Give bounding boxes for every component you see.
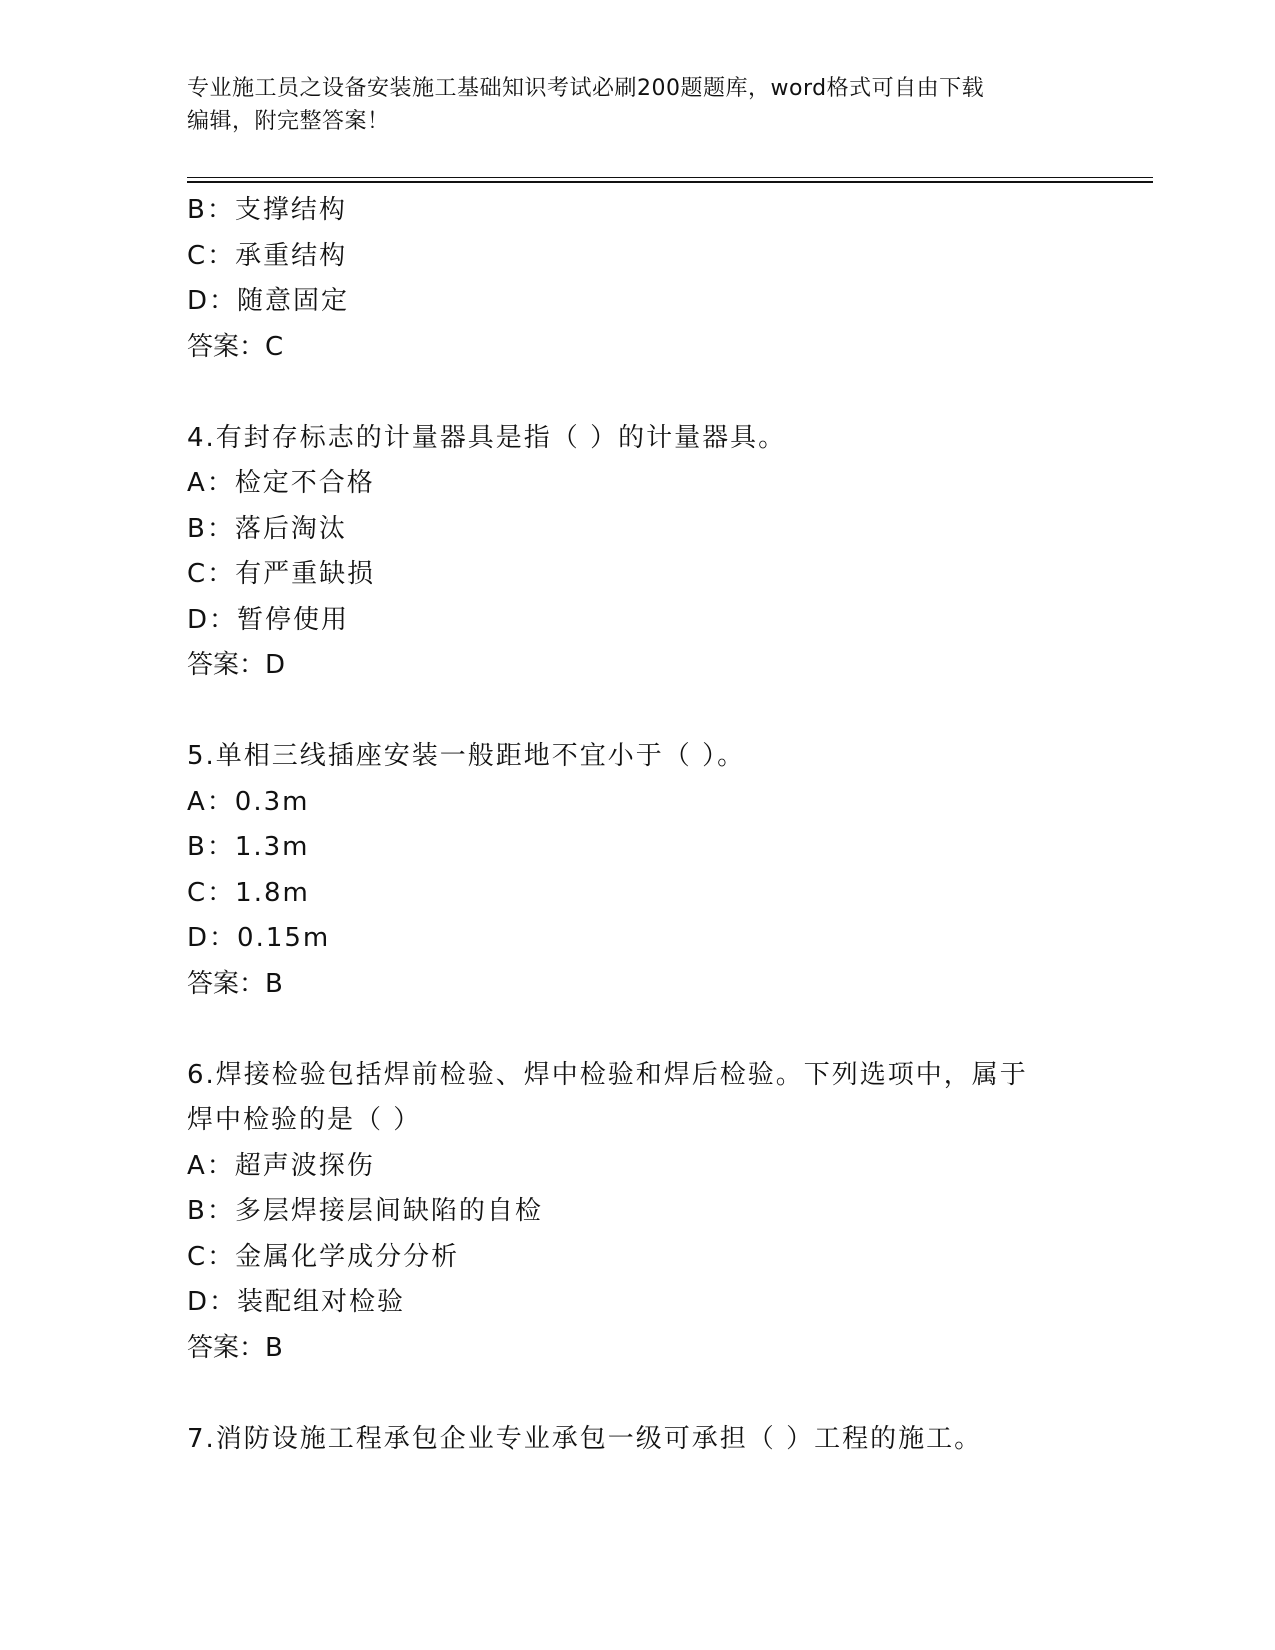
- question-stem: 5.单相三线插座安装一般距地不宜小于（ ）。: [187, 741, 746, 771]
- header-divider-thick: [187, 181, 1153, 183]
- option-a: A：超声波探伤: [187, 1150, 375, 1181]
- header-line-1: 专业施工员之设备安装施工基础知识考试必刷200题题库，word格式可自由下载: [187, 76, 985, 101]
- option-d: D：随意固定: [187, 286, 350, 316]
- question-stem: 7.消防设施工程承包企业专业承包一级可承担（ ）工程的施工。: [187, 1423, 983, 1454]
- question-stem-line-1: 6.焊接检验包括焊前检验、焊中检验和焊后检验。下列选项中，属于: [187, 1059, 1028, 1090]
- question-3: [187, 188, 1127, 370]
- answer: 答案：B: [187, 968, 283, 999]
- question-4: [187, 416, 1127, 689]
- option-b: B：1.3m: [187, 832, 310, 862]
- option-d: D：暂停使用: [187, 604, 350, 635]
- spacer: [187, 370, 1127, 416]
- question-stem: 4.有封存标志的计量器具是指（ ）的计量器具。: [187, 422, 787, 453]
- option-a: A：检定不合格: [187, 468, 375, 498]
- option-a: A：0.3m: [187, 786, 310, 817]
- option-c: C：1.8m: [187, 877, 310, 908]
- question-list: [187, 188, 1127, 1462]
- spacer: [187, 1371, 1127, 1417]
- question-6: [187, 1053, 1127, 1372]
- header-divider-thin: [187, 177, 1153, 178]
- option-b: B：多层焊接层间缺陷的自检: [187, 1196, 543, 1226]
- answer: 答案：B: [187, 1332, 283, 1363]
- question-5: [187, 734, 1127, 1007]
- option-c: C：金属化学成分分析: [187, 1241, 460, 1272]
- spacer: [187, 689, 1127, 735]
- option-b: B：支撑结构: [187, 195, 347, 225]
- header-line-2: 编辑，附完整答案！: [187, 109, 390, 134]
- option-c: C：承重结构: [187, 240, 348, 271]
- option-c: C：有严重缺损: [187, 559, 376, 589]
- option-b: B：落后淘汰: [187, 513, 347, 544]
- answer: 答案：C: [187, 331, 284, 362]
- option-d: D：装配组对检验: [187, 1287, 406, 1317]
- question-stem-line-2: 焊中检验的是（ ）: [187, 1105, 422, 1135]
- document-header: [187, 72, 1067, 138]
- spacer: [187, 1007, 1127, 1053]
- question-7: [187, 1417, 1127, 1463]
- answer: 答案：D: [187, 650, 286, 680]
- option-d: D：0.15m: [187, 923, 331, 953]
